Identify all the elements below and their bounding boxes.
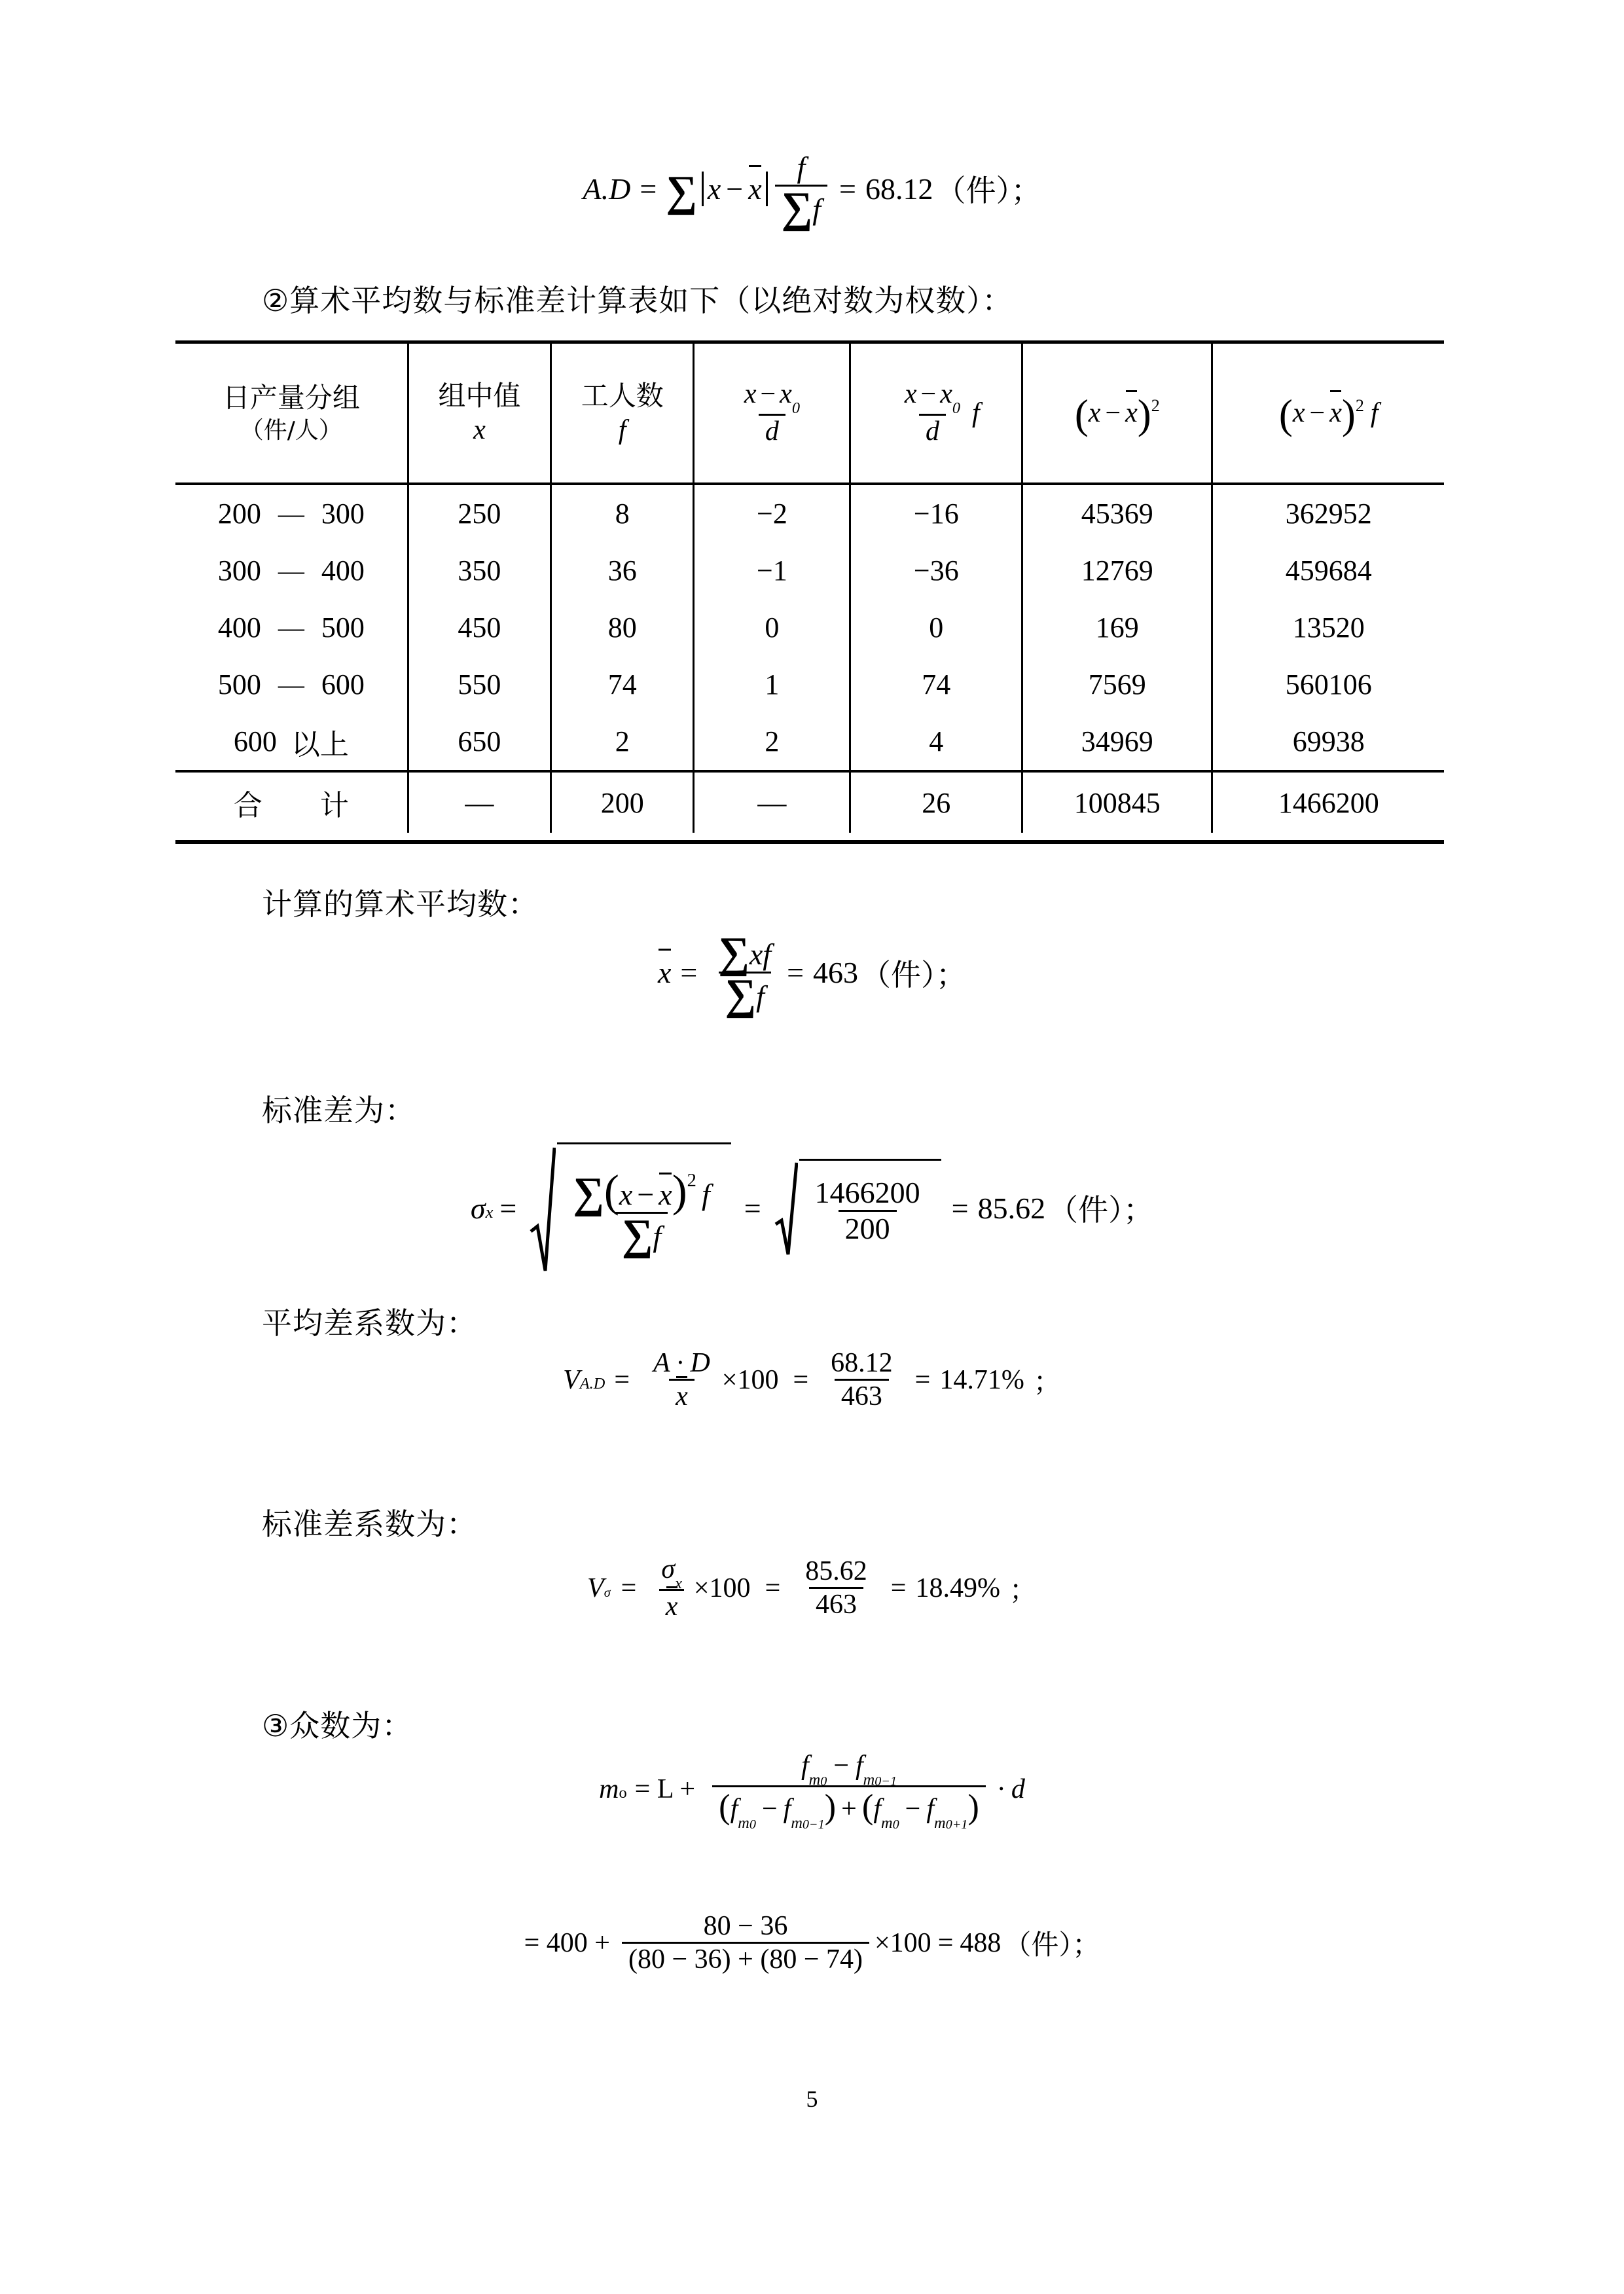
cell-total-squared: 100845	[1022, 771, 1212, 833]
adcoef-denominator	[669, 1379, 695, 1411]
radical-icon	[530, 1142, 557, 1273]
mode-result-formula	[0, 1912, 1624, 1974]
sd-numerator	[566, 1166, 716, 1217]
adcoef-times: ×100	[721, 1364, 779, 1395]
cell-deviation: 0	[694, 599, 850, 656]
cell-range	[175, 484, 408, 542]
hdr6-minus: −	[1105, 397, 1121, 428]
cell-deviation-f: 4	[850, 713, 1022, 771]
hdr7-power: 2	[1355, 396, 1364, 416]
sd-equals-1: =	[499, 1191, 517, 1225]
sdcoef-numeric-numerator: 85.62	[805, 1556, 867, 1586]
radical-sign-icon	[530, 1142, 556, 1273]
cell-total-deviation: —	[694, 771, 850, 833]
adcoef-tail: ；	[1033, 1365, 1061, 1398]
cell-squared-f: 13520	[1212, 599, 1444, 656]
sdcoef-V: V	[587, 1573, 604, 1603]
mode-den-f4-subsub: 0+1	[945, 1817, 968, 1832]
table-header-deviation-f	[850, 342, 1022, 484]
table-total-row	[175, 771, 1444, 833]
adcoef-equals-1: =	[614, 1364, 630, 1395]
table-row	[175, 599, 1444, 656]
mode-den-minus1: −	[761, 1793, 778, 1824]
cell-midpoint: 250	[408, 484, 550, 542]
cell-workers: 2	[551, 713, 694, 771]
mean-formula	[0, 929, 1624, 1019]
mode-den-f1-sub: m	[738, 1813, 749, 1832]
range-dash: —	[278, 670, 304, 699]
adcoef-V: V	[563, 1364, 580, 1395]
mode-formula	[0, 1751, 1624, 1832]
mode-m: m	[599, 1774, 619, 1804]
hdr7-open-paren: (	[1278, 391, 1293, 438]
sdcoef-numeric-fraction	[799, 1557, 874, 1619]
ad-frac-denominator	[775, 184, 827, 232]
sdcoef-sigma-sub: x	[675, 1574, 682, 1592]
mode-num-f1-subsub: 0	[820, 1774, 827, 1789]
cell-range	[175, 656, 408, 713]
hdr5-x0: x	[940, 379, 952, 410]
mean-xbar: x	[657, 956, 672, 990]
hdr7-minus: −	[1309, 397, 1326, 428]
table-header-workers	[551, 342, 694, 484]
mode-result-unit: （件）；	[1003, 1928, 1100, 1961]
sd-sqrt-symbolic	[530, 1142, 731, 1273]
sdcoef-times: ×100	[693, 1573, 751, 1603]
ad-xbar: x	[748, 172, 762, 206]
mode-den-f2-sub: m	[791, 1813, 803, 1832]
sdcoef-V-sub: σ	[604, 1586, 611, 1601]
adcoef-equals-2: =	[793, 1364, 809, 1395]
mean-numerator	[712, 929, 778, 977]
mode-den-open1: (	[719, 1788, 731, 1826]
table-body	[175, 484, 1444, 833]
range-high: 以上	[291, 727, 349, 761]
hdr6-close-paren: )	[1137, 391, 1151, 438]
cell-range	[175, 713, 408, 771]
radical-icon	[774, 1159, 799, 1257]
cell-deviation: −2	[694, 484, 850, 542]
statistics-table	[175, 340, 1444, 833]
cell-squared: 169	[1022, 599, 1212, 656]
sdcoef-value: 18.49%	[915, 1573, 1000, 1603]
adcoef-value: 14.71%	[939, 1364, 1024, 1395]
mean-denominator	[719, 971, 771, 1019]
range-high: 500	[321, 611, 365, 644]
table-header-group	[175, 342, 408, 484]
mode-result-equals-2: =	[937, 1927, 954, 1958]
mean-equals-1: =	[680, 956, 698, 990]
mean-num-xf: xf	[749, 938, 772, 971]
mode-den-f1: f	[730, 1793, 738, 1824]
cell-workers: 8	[551, 484, 694, 542]
cell-total-squared-f: 1466200	[1212, 771, 1444, 833]
cell-deviation-f: −16	[850, 484, 1022, 542]
range-low: 200	[217, 498, 261, 530]
hdr6-open-paren: (	[1074, 391, 1089, 438]
sd-radicand-symbolic	[557, 1142, 731, 1273]
table-header-squared-dev-f	[1212, 342, 1444, 484]
mean-den-sum: ∑	[725, 971, 757, 1019]
std-dev-formula	[0, 1142, 1624, 1273]
hdr6-power: 2	[1151, 396, 1160, 416]
mean-den-f: f	[756, 979, 765, 1013]
sdcoef-numeric-denominator: 463	[809, 1587, 863, 1619]
table-header-deviation	[694, 342, 850, 484]
cell-total-label: 合 计	[233, 789, 349, 822]
mode-m-sub: o	[619, 1784, 627, 1802]
ad-frac-numerator: f	[797, 151, 806, 184]
mean-unit: （件）；	[861, 956, 967, 992]
mode-num-f2-subsub: 0−1	[875, 1774, 897, 1789]
header-deviation-f-numerator	[898, 379, 967, 418]
mode-den-f3: f	[873, 1793, 881, 1824]
mean-deviation-formula	[0, 151, 1624, 232]
cell-squared-f: 362952	[1212, 484, 1444, 542]
mode-den-f2: f	[783, 1793, 791, 1824]
mode-den-f2-subsub: 0−1	[802, 1817, 825, 1832]
mean-num-sum: ∑	[718, 929, 749, 977]
hdr7-tail-f: f	[1370, 397, 1379, 428]
adcoef-numerator: A · D	[653, 1348, 710, 1378]
cell-workers: 74	[551, 656, 694, 713]
sd-sigma-sub: x	[485, 1202, 494, 1222]
cell-total-workers: 200	[551, 771, 694, 833]
sd-open-paren: (	[604, 1166, 619, 1216]
sd-value: 85.62	[977, 1191, 1046, 1225]
mode-result-times: ×100	[875, 1927, 931, 1958]
std-dev-label: 标准差为：	[262, 1093, 416, 1128]
sd-fraction	[566, 1166, 716, 1259]
sd-num-f: f	[701, 1177, 710, 1211]
cell-squared-f: 69938	[1212, 713, 1444, 771]
mode-dot-d: · d	[997, 1774, 1025, 1804]
cell-total-deviation-f: 26	[850, 771, 1022, 833]
header-deviation-fraction	[738, 380, 806, 446]
sd-den-sum: ∑	[621, 1211, 653, 1259]
mode-den-close1: )	[824, 1788, 837, 1826]
cell-deviation-f: 0	[850, 599, 1022, 656]
header-group-main: 日产量分组	[222, 382, 360, 414]
sd-num-sum: ∑	[573, 1169, 604, 1217]
cell-total-midpoint: —	[408, 771, 550, 833]
hdr4-x0: x	[780, 379, 792, 410]
cell-deviation-f: −36	[850, 542, 1022, 599]
ad-value: 68.12	[865, 172, 933, 206]
hdr5-x: x	[904, 379, 917, 410]
ad-fraction	[775, 151, 827, 232]
cell-squared: 34969	[1022, 713, 1212, 771]
header-workers-sub: f	[618, 415, 626, 445]
ad-minus: −	[726, 172, 744, 206]
cell-squared: 7569	[1022, 656, 1212, 713]
sd-radicand-numeric	[799, 1159, 941, 1257]
adcoef-V-sub: A.D	[579, 1374, 605, 1393]
mean-label: 计算的算术平均数：	[262, 886, 539, 922]
table-caption: ②算术平均数与标准差计算表如下（以绝对数为权数）：	[262, 283, 1013, 318]
cell-range	[175, 599, 408, 656]
hdr7-x: x	[1292, 397, 1305, 428]
hdr6-x: x	[1088, 397, 1101, 428]
mode-den-close2: )	[967, 1788, 979, 1826]
ad-lhs: A.D	[583, 172, 631, 206]
mode-label: ③众数为：	[262, 1708, 413, 1743]
sd-sqrt-numeric	[774, 1159, 941, 1257]
hdr7-xbar: x	[1329, 396, 1342, 431]
mode-result-value: 488	[960, 1927, 1001, 1958]
mode-result-numerator: 80 − 36	[703, 1911, 788, 1941]
range-low: 300	[217, 555, 261, 587]
hdr7-close-paren: )	[1341, 391, 1356, 438]
adcoef-fraction	[647, 1349, 717, 1411]
ad-equals-2: =	[839, 172, 856, 206]
table-header-midpoint	[408, 342, 550, 484]
ad-coefficient-formula	[0, 1349, 1624, 1411]
header-deviation-f-fraction	[898, 380, 967, 446]
sd-minus: −	[637, 1177, 655, 1211]
sdcoef-equals-3: =	[890, 1573, 907, 1603]
range-low: 500	[217, 668, 261, 701]
range-dash: —	[278, 499, 304, 528]
range-high: 600	[321, 668, 365, 701]
hdr6-xbar: x	[1125, 396, 1138, 431]
sd-numeric-denominator: 200	[839, 1210, 897, 1245]
sdcoef-numerator	[655, 1554, 689, 1592]
cell-squared: 45369	[1022, 484, 1212, 542]
mode-den-minus2: −	[905, 1793, 921, 1824]
hdr4-minus: −	[760, 379, 776, 410]
mode-den-f4: f	[926, 1793, 935, 1824]
sd-coefficient-formula	[0, 1555, 1624, 1621]
cell-squared-f: 459684	[1212, 542, 1444, 599]
sd-xbar: x	[659, 1177, 672, 1211]
sdcoef-denominator	[659, 1589, 685, 1621]
cell-range	[175, 542, 408, 599]
sdcoef-equals-1: =	[621, 1573, 637, 1603]
mode-fraction	[712, 1751, 986, 1832]
mode-result-denominator: (80 − 36) + (80 − 74)	[622, 1942, 869, 1974]
sd-den-f: f	[653, 1220, 662, 1253]
cell-workers: 80	[551, 599, 694, 656]
range-low: 400	[217, 611, 261, 644]
mode-den-f3-sub: m	[881, 1813, 893, 1832]
sd-close-paren: )	[672, 1166, 687, 1216]
hdr4-x: x	[744, 379, 757, 410]
cell-squared: 12769	[1022, 542, 1212, 599]
header-deviation-f-tail: f	[972, 397, 980, 428]
sd-denominator	[615, 1211, 668, 1259]
range-dash: —	[278, 613, 304, 642]
sd-coefficient-label: 标准差系数为：	[262, 1506, 477, 1542]
radical-sign-icon	[774, 1159, 798, 1257]
sd-numeric-numerator: 1466200	[814, 1175, 920, 1209]
header-group-sub: （件/人）	[240, 416, 342, 444]
mode-num-f2-sub: m	[863, 1770, 875, 1789]
header-deviation-denominator: d	[759, 414, 785, 446]
header-workers-main: 工人数	[581, 379, 664, 412]
sd-x: x	[619, 1177, 633, 1211]
page-number: 5	[806, 2086, 818, 2112]
cell-deviation: 1	[694, 656, 850, 713]
sd-equals-2: =	[744, 1191, 761, 1225]
header-midpoint-main: 组中值	[438, 379, 521, 412]
mode-den-f4-sub: m	[934, 1813, 946, 1832]
cell-midpoint: 450	[408, 599, 550, 656]
range-high: 300	[321, 498, 365, 530]
header-midpoint-sub: x	[473, 415, 486, 445]
absolute-value-group	[702, 172, 768, 206]
header-deviation-f-denominator: d	[919, 414, 946, 446]
table-row	[175, 656, 1444, 713]
mode-num-f1-sub: m	[808, 1770, 821, 1789]
cell-deviation: −1	[694, 542, 850, 599]
mode-num-f2: f	[856, 1751, 863, 1781]
table-row	[175, 542, 1444, 599]
sdcoef-fraction	[655, 1555, 689, 1621]
mode-numerator	[795, 1751, 903, 1789]
summation-icon: ∑	[666, 167, 697, 215]
sd-unit: （件）；	[1048, 1192, 1154, 1228]
mode-den-open2: (	[861, 1788, 874, 1826]
hdr5-x0-sub: 0	[952, 399, 961, 418]
ad-equals-1: =	[640, 172, 657, 206]
hdr4-x0-sub: 0	[791, 399, 801, 418]
ad-x: x	[707, 172, 721, 206]
mean-fraction	[712, 929, 778, 1019]
cell-midpoint: 350	[408, 542, 550, 599]
mean-value: 463	[813, 956, 859, 990]
mode-den-plus: +	[841, 1793, 857, 1824]
cell-squared-f: 560106	[1212, 656, 1444, 713]
adcoef-equals-3: =	[914, 1364, 931, 1395]
table-row	[175, 713, 1444, 771]
table-bottom-rule	[175, 840, 1444, 844]
sd-numeric-fraction	[808, 1177, 927, 1245]
adcoef-numeric-denominator: 463	[835, 1379, 889, 1411]
ad-unit: （件）；	[935, 173, 1041, 209]
sd-sigma: σ	[470, 1191, 486, 1225]
cell-deviation: 2	[694, 713, 850, 771]
mode-equals-L-plus: = L +	[634, 1774, 696, 1804]
mode-den-f1-subsub: 0	[749, 1817, 756, 1832]
ad-coefficient-label: 平均差系数为：	[262, 1305, 477, 1341]
sd-equals-3: =	[951, 1191, 969, 1225]
table-row	[175, 484, 1444, 542]
mode-den-f3-subsub: 0	[892, 1817, 899, 1832]
cell-workers: 36	[551, 542, 694, 599]
mean-equals-2: =	[787, 956, 804, 990]
sdcoef-den-xbar: x	[665, 1591, 678, 1622]
table-header-squared-dev	[1022, 342, 1212, 484]
mode-result-equals: = 400 +	[524, 1927, 610, 1958]
header-deviation-numerator	[738, 379, 806, 418]
cell-midpoint: 650	[408, 713, 550, 771]
ad-den-f: f	[812, 192, 821, 227]
cell-deviation-f: 74	[850, 656, 1022, 713]
ad-den-sum: ∑	[781, 184, 813, 232]
table-header-row	[175, 342, 1444, 484]
sdcoef-sigma: σ	[661, 1554, 676, 1584]
hdr5-minus: −	[920, 379, 937, 410]
adcoef-numeric-numerator: 68.12	[831, 1348, 893, 1378]
range-dash: —	[278, 556, 304, 585]
adcoef-numeric-fraction	[824, 1349, 899, 1411]
mode-result-fraction	[622, 1912, 869, 1974]
range-high: 400	[321, 555, 365, 587]
sd-power: 2	[687, 1170, 696, 1191]
mode-num-minus: −	[833, 1751, 849, 1781]
sdcoef-equals-2: =	[765, 1573, 781, 1603]
cell-midpoint: 550	[408, 656, 550, 713]
range-low: 600	[233, 725, 277, 757]
adcoef-den-xbar: x	[676, 1381, 688, 1412]
mode-num-f1: f	[801, 1751, 809, 1781]
mode-denominator	[712, 1785, 986, 1832]
sdcoef-tail: ；	[1009, 1573, 1037, 1606]
